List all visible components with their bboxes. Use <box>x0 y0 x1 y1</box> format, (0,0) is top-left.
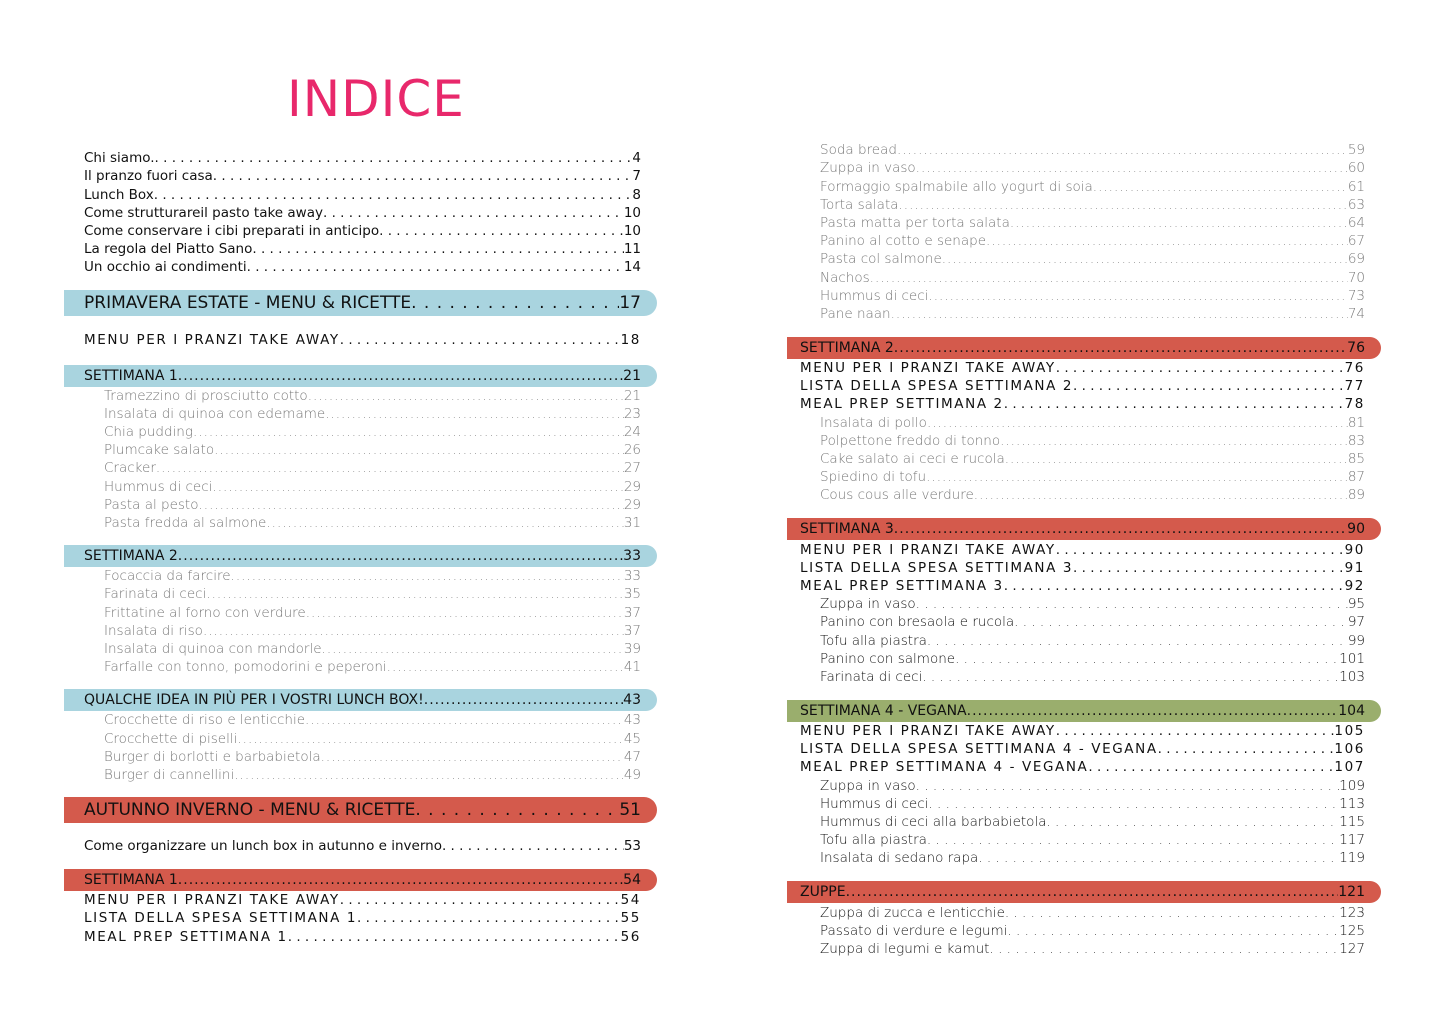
toc-label: Un occhio ai condimenti <box>84 259 247 276</box>
toc-entry[interactable] <box>787 413 1381 431</box>
toc-label: MENU PER I PRANZI TAKE AWAY <box>800 723 1056 740</box>
toc-page: 90 <box>1344 541 1365 558</box>
toc-label: Insalata di quinoa con edemame <box>104 405 326 422</box>
toc-page: 21 <box>623 367 641 384</box>
toc-label: SETTIMANA 2 <box>84 548 178 564</box>
toc-label: QUALCHE IDEA IN PIÙ PER I VOSTRI LUNCH BOX! <box>84 692 424 709</box>
toc-entry[interactable] <box>787 740 1381 758</box>
toc-page: 69 <box>1347 251 1365 268</box>
toc-label: LISTA DELLA SPESA SETTIMANA 1 <box>84 910 358 927</box>
toc-entry[interactable] <box>64 748 657 766</box>
toc-label: Crocchette di riso e lenticchie <box>104 712 306 729</box>
toc-label: Come conservare i cibi preparati in anticipo <box>84 222 380 239</box>
toc-entry[interactable] <box>787 758 1381 776</box>
toc-page: 11 <box>623 241 641 258</box>
toc-page: 90 <box>1347 521 1365 538</box>
toc-page: 31 <box>623 515 641 531</box>
toc-entry[interactable] <box>64 405 657 423</box>
toc-page: 10 <box>623 222 641 239</box>
toc-entry[interactable] <box>64 711 657 729</box>
toc-page: 115 <box>1339 814 1365 830</box>
toc-label: LISTA DELLA SPESA SETTIMANA 4 - VEGANA <box>800 741 1158 758</box>
week-4-recipe-list <box>787 776 1381 867</box>
toc-entry[interactable] <box>787 159 1381 177</box>
toc-page: 76 <box>1344 360 1365 377</box>
toc-page: 64 <box>1347 214 1365 231</box>
toc-entry[interactable] <box>64 603 657 621</box>
toc-page: 95 <box>1347 596 1365 613</box>
toc-label: Cake salato ai ceci e rucola <box>820 451 1005 467</box>
toc-label: ZUPPE <box>800 884 846 901</box>
toc-label: LISTA DELLA SPESA SETTIMANA 2 <box>800 378 1074 395</box>
toc-entry[interactable] <box>787 268 1381 286</box>
toc-label: Farinata di ceci <box>104 586 207 603</box>
toc-page: 33 <box>623 568 641 585</box>
toc-entry[interactable] <box>64 927 657 945</box>
toc-label: LISTA DELLA SPESA SETTIMANA 3 <box>800 559 1074 576</box>
week-4-caps-list <box>787 722 1381 777</box>
toc-label: Farinata di ceci <box>820 668 923 685</box>
toc-entry[interactable] <box>787 813 1381 831</box>
toc-label: Burger di borlotti e barbabietola <box>104 748 321 765</box>
toc-entry[interactable] <box>64 204 657 222</box>
toc-entry[interactable] <box>787 359 1381 377</box>
toc-label: Cous cous alle verdure <box>820 487 974 504</box>
section-autumn-week-1[interactable] <box>64 869 657 891</box>
toc-label: MEAL PREP SETTIMANA 3 <box>800 577 1004 594</box>
toc-page: 113 <box>1339 795 1365 812</box>
toc-label: MENU PER I PRANZI TAKE AWAY <box>800 360 1056 377</box>
toc-page: 92 <box>1344 577 1365 594</box>
section-spring-week-2[interactable] <box>64 545 657 567</box>
toc-entry[interactable] <box>787 450 1381 468</box>
lunch-box-ideas-list <box>64 711 657 784</box>
toc-label: Insalata di riso <box>104 622 203 639</box>
toc-page: 37 <box>623 604 641 621</box>
toc-page: 43 <box>623 712 641 729</box>
toc-page: 106 <box>1334 741 1365 758</box>
toc-page: 21 <box>623 387 641 404</box>
section-autunno-inverno[interactable] <box>64 797 657 823</box>
toc-page: 99 <box>1347 632 1365 649</box>
toc-label: PRIMAVERA ESTATE - MENU & RICETTE <box>84 293 412 314</box>
toc-label: Tramezzino di prosciutto cotto <box>104 387 308 404</box>
toc-left-column <box>64 149 657 946</box>
toc-page: 4 <box>632 150 641 167</box>
toc-label: Come organizzare un lunch box in autunno e inverno <box>84 838 442 855</box>
toc-entry[interactable] <box>64 185 657 203</box>
toc-page: 29 <box>623 496 641 513</box>
toc-page: 103 <box>1339 668 1365 685</box>
toc-label: MENU PER I PRANZI TAKE AWAY <box>84 331 340 348</box>
toc-page: 97 <box>1347 614 1365 631</box>
toc-entry[interactable] <box>787 540 1381 558</box>
toc-page: 54 <box>620 892 641 909</box>
spring-week-1-list <box>64 387 657 533</box>
toc-label: Panino con bresaola e rucola <box>820 614 1015 631</box>
toc-entry[interactable] <box>787 849 1381 867</box>
toc-page: 53 <box>623 838 641 855</box>
toc-entry[interactable] <box>787 595 1381 613</box>
toc-entry[interactable] <box>64 622 657 640</box>
toc-page: 56 <box>620 928 641 945</box>
toc-label: Crocchette di piselli <box>104 730 238 747</box>
toc-label: Chia pudding <box>104 424 193 441</box>
section-week-4-vegana[interactable] <box>787 700 1381 722</box>
toc-entry[interactable] <box>787 613 1381 631</box>
toc-page: 27 <box>623 460 641 477</box>
toc-label: Tofu alla piastra <box>820 832 927 849</box>
toc-entry[interactable] <box>787 214 1381 232</box>
toc-page: 127 <box>1339 940 1365 957</box>
toc-entry[interactable] <box>64 258 657 276</box>
autumn-week-1-list <box>64 891 657 946</box>
toc-page: 41 <box>623 659 641 676</box>
toc-entry[interactable] <box>64 909 657 927</box>
toc-label: MEAL PREP SETTIMANA 2 <box>800 396 1004 413</box>
toc-label: MEAL PREP SETTIMANA 4 - VEGANA <box>800 759 1089 776</box>
toc-label: AUTUNNO INVERNO - MENU & RICETTE <box>84 799 416 820</box>
toc-entry[interactable] <box>787 287 1381 305</box>
week-3-recipe-list <box>787 595 1381 686</box>
toc-label: Pane naan <box>820 305 891 322</box>
toc-entry[interactable] <box>64 585 657 603</box>
toc-label: Lunch Box <box>84 186 154 203</box>
toc-page: 10 <box>623 204 641 221</box>
toc-label: Pasta fredda al salmone <box>104 515 267 531</box>
toc-page: 78 <box>1344 396 1365 413</box>
toc-page: 37 <box>623 622 641 639</box>
toc-label: Hummus di ceci <box>820 287 929 304</box>
toc-page: 51 <box>619 799 641 820</box>
toc-entry[interactable] <box>64 729 657 747</box>
toc-right-column <box>787 141 1381 958</box>
toc-label: Zuppa in vaso <box>820 596 916 613</box>
toc-page: 121 <box>1338 884 1365 901</box>
toc-label: Passato di verdure e legumi <box>820 922 1008 939</box>
toc-entry[interactable] <box>787 650 1381 668</box>
page-title: INDICE <box>287 70 465 128</box>
toc-label: Chi siamo. <box>84 150 155 167</box>
toc-page: 54 <box>623 872 641 889</box>
toc-label: Frittatine al forno con verdure <box>104 604 306 621</box>
toc-page: 24 <box>623 424 641 441</box>
toc-label: Insalata di sedano rapa <box>820 850 979 867</box>
toc-label: Panino al cotto e senape <box>820 233 986 250</box>
toc-entry[interactable] <box>787 377 1381 395</box>
toc-page: 17 <box>619 293 641 314</box>
toc-page: 73 <box>1347 287 1365 304</box>
toc-page: 61 <box>1347 178 1365 195</box>
toc-entry[interactable] <box>64 167 657 185</box>
toc-entry[interactable] <box>787 722 1381 740</box>
toc-page: 81 <box>1347 414 1365 431</box>
toc-page: 18 <box>620 331 641 348</box>
toc-entry[interactable] <box>787 903 1381 921</box>
toc-page: 39 <box>623 640 641 657</box>
toc-page: 87 <box>1347 469 1365 486</box>
toc-page: 83 <box>1347 432 1365 449</box>
toc-page: 63 <box>1347 196 1365 213</box>
toc-page: 7 <box>632 168 641 185</box>
toc-entry[interactable] <box>787 177 1381 195</box>
section-week-2[interactable] <box>787 337 1381 359</box>
toc-entry[interactable] <box>64 459 657 477</box>
toc-entry-spring-menu[interactable] <box>64 330 657 348</box>
toc-label: Come strutturareil pasto take away <box>84 204 323 221</box>
toc-label: MENU PER I PRANZI TAKE AWAY <box>84 892 340 909</box>
toc-page: 89 <box>1347 487 1365 504</box>
toc-label: SETTIMANA 1 <box>84 872 178 889</box>
toc-entry[interactable] <box>64 766 657 784</box>
toc-page: 117 <box>1339 832 1365 849</box>
toc-page: 8 <box>632 186 641 203</box>
toc-label: Panino con salmone <box>820 650 956 667</box>
toc-label: Spiedino di tofu <box>820 469 927 486</box>
toc-entry[interactable] <box>787 486 1381 504</box>
toc-label: Farfalle con tonno, pomodorini e peperoni <box>104 659 387 676</box>
toc-page: 77 <box>1344 378 1365 395</box>
toc-entry[interactable] <box>787 577 1381 595</box>
week-2-recipe-list <box>787 413 1381 504</box>
toc-page: 105 <box>1334 723 1365 740</box>
toc-label: Il pranzo fuori casa <box>84 168 213 185</box>
toc-page: 23 <box>623 405 641 422</box>
toc-entry[interactable] <box>787 141 1381 159</box>
toc-entry[interactable] <box>64 423 657 441</box>
toc-entry-autumn-intro[interactable] <box>64 837 657 855</box>
toc-entry[interactable] <box>64 240 657 258</box>
toc-label: Polpettone freddo di tonno <box>820 432 1001 449</box>
toc-entry[interactable] <box>787 831 1381 849</box>
toc-label: Hummus di ceci <box>820 795 929 812</box>
toc-label: Insalata di quinoa con mandorle <box>104 640 322 657</box>
toc-label: SETTIMANA 4 - VEGANA <box>800 702 967 719</box>
toc-entry[interactable] <box>64 658 657 676</box>
toc-entry[interactable] <box>64 891 657 909</box>
toc-page: 29 <box>623 478 641 495</box>
toc-entry[interactable] <box>787 232 1381 250</box>
toc-label: Zuppa in vaso <box>820 777 916 794</box>
toc-page: 125 <box>1339 922 1365 939</box>
toc-label: Zuppa di zucca e lenticchie <box>820 904 1005 921</box>
section-primavera-estate[interactable] <box>64 290 657 316</box>
toc-page: 119 <box>1339 850 1365 867</box>
toc-entry[interactable] <box>787 559 1381 577</box>
toc-entry[interactable] <box>787 795 1381 813</box>
toc-entry[interactable] <box>787 305 1381 323</box>
section-lunch-box-ideas[interactable] <box>64 689 657 711</box>
toc-entry[interactable] <box>64 441 657 459</box>
toc-page: 70 <box>1347 269 1365 286</box>
week-2-caps-list <box>787 359 1381 414</box>
toc-label: Hummus di ceci alla barbabietola <box>820 814 1047 830</box>
toc-entry[interactable] <box>64 222 657 240</box>
toc-page: 35 <box>623 586 641 603</box>
toc-label: Focaccia da farcire <box>104 568 231 585</box>
toc-label: Soda bread <box>820 142 897 159</box>
toc-label: Zuppa in vaso <box>820 160 916 177</box>
toc-label: Torta salata <box>820 196 899 213</box>
spring-week-2-list <box>64 567 657 676</box>
toc-entry[interactable] <box>787 922 1381 940</box>
toc-label: Hummus di ceci <box>104 478 213 495</box>
toc-entry[interactable] <box>787 432 1381 450</box>
toc-entry[interactable] <box>64 567 657 585</box>
toc-page: 14 <box>623 259 641 276</box>
toc-page: 76 <box>1347 339 1365 356</box>
toc-label: La regola del Piatto Sano <box>84 241 253 258</box>
toc-page: 109 <box>1339 777 1365 794</box>
toc-label: SETTIMANA 2 <box>800 339 894 356</box>
toc-label: MENU PER I PRANZI TAKE AWAY <box>800 541 1056 558</box>
toc-label: SETTIMANA 3 <box>800 521 894 538</box>
toc-entry[interactable] <box>64 477 657 495</box>
toc-label: MEAL PREP SETTIMANA 1 <box>84 928 288 945</box>
toc-page: 43 <box>623 692 641 709</box>
toc-page: 91 <box>1344 559 1365 576</box>
section-zuppe[interactable] <box>787 881 1381 903</box>
section-spring-week-1[interactable] <box>64 365 657 387</box>
toc-label: Nachos <box>820 269 870 286</box>
toc-page: 49 <box>623 766 641 783</box>
toc-entry[interactable] <box>64 496 657 514</box>
toc-page: 67 <box>1347 233 1365 250</box>
week-3-caps-list <box>787 540 1381 595</box>
toc-label: Zuppa di legumi e kamut <box>820 940 990 957</box>
top-recipe-list <box>787 141 1381 323</box>
toc-page: 59 <box>1347 142 1365 159</box>
toc-entry[interactable] <box>787 631 1381 649</box>
toc-label: SETTIMANA 1 <box>84 367 178 384</box>
toc-page: 123 <box>1339 904 1365 921</box>
toc-page: 104 <box>1338 702 1365 719</box>
toc-entry[interactable] <box>787 468 1381 486</box>
toc-entry[interactable] <box>64 149 657 167</box>
toc-entry[interactable] <box>787 395 1381 413</box>
zuppe-recipe-list <box>787 903 1381 958</box>
toc-entry[interactable] <box>787 196 1381 214</box>
toc-entry[interactable] <box>787 250 1381 268</box>
toc-entry[interactable] <box>787 668 1381 686</box>
toc-label: Insalata di pollo <box>820 414 927 431</box>
section-week-3[interactable] <box>787 518 1381 540</box>
toc-page: 101 <box>1339 650 1365 667</box>
toc-label: Tofu alla piastra <box>820 632 927 649</box>
toc-intro-group <box>64 149 657 276</box>
toc-entry[interactable] <box>64 514 657 532</box>
toc-label: Cracker <box>104 460 156 477</box>
toc-page: 74 <box>1347 305 1365 322</box>
toc-page: 26 <box>623 442 641 459</box>
toc-entry[interactable] <box>64 387 657 405</box>
toc-page: 45 <box>623 730 641 747</box>
toc-page: 85 <box>1347 451 1365 467</box>
toc-page: 47 <box>623 748 641 765</box>
toc-label: Burger di cannellini <box>104 766 235 783</box>
toc-entry[interactable] <box>787 940 1381 958</box>
toc-label: Pasta al pesto <box>104 496 199 513</box>
toc-page: 60 <box>1347 160 1365 177</box>
toc-page: 107 <box>1334 759 1365 776</box>
toc-page: 33 <box>623 548 641 564</box>
toc-entry[interactable] <box>64 640 657 658</box>
toc-label: Pasta col salmone <box>820 251 942 268</box>
toc-entry[interactable] <box>787 776 1381 794</box>
toc-label: Pasta matta per torta salata <box>820 214 1010 231</box>
toc-label: Plumcake salato <box>104 442 215 459</box>
toc-label: Formaggio spalmabile allo yogurt di soia <box>820 178 1093 195</box>
toc-page: 55 <box>620 910 641 927</box>
